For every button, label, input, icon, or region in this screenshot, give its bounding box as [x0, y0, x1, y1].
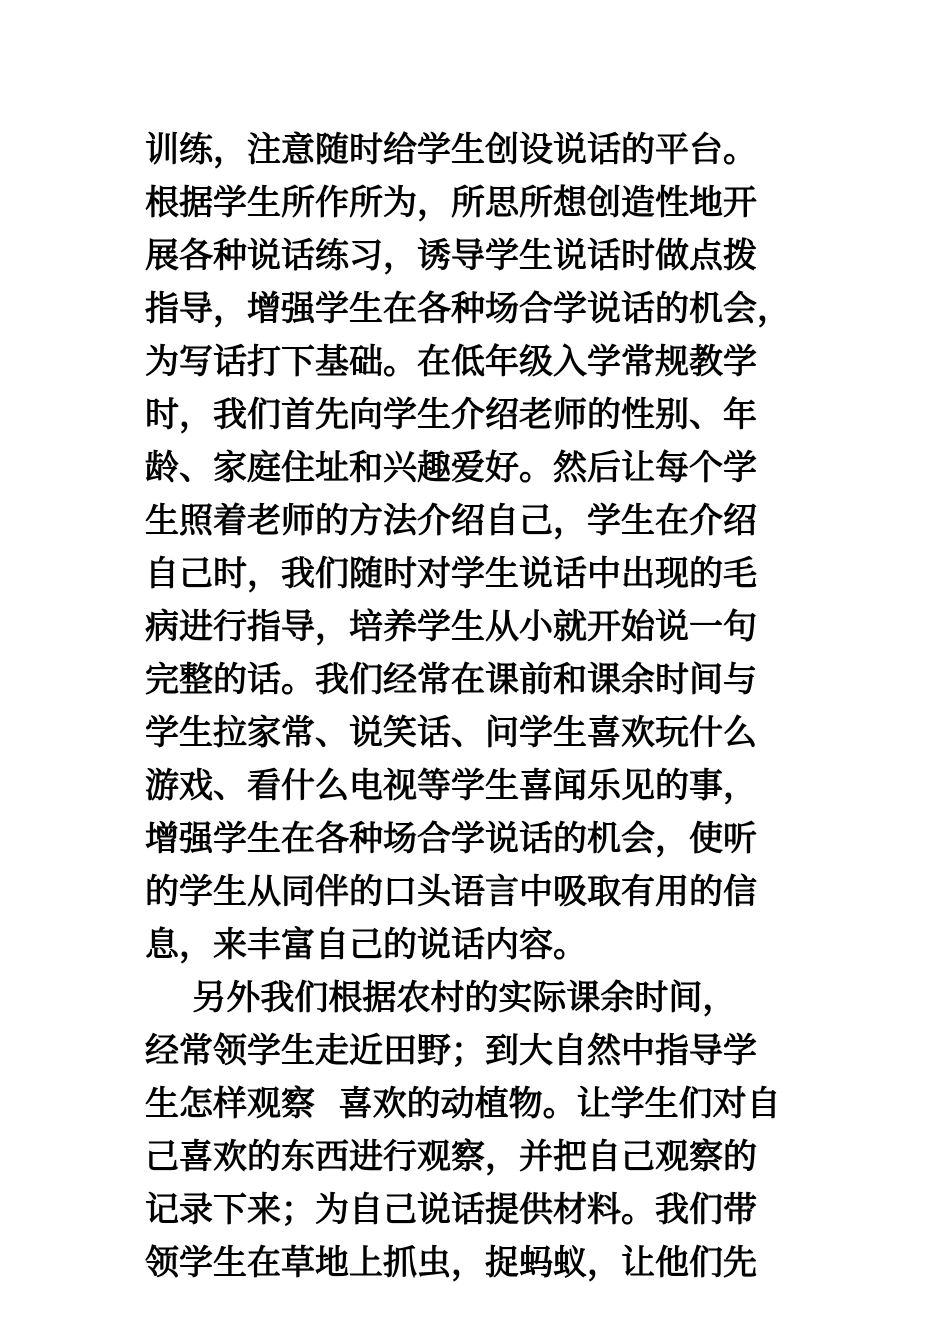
- text-line: 生照着老师的方法介绍自己，学生在介绍: [145, 501, 757, 541]
- text-line: 根据学生所作所为，所思所想创造性地开: [145, 183, 757, 223]
- text-line: 游戏、看什么电视等学生喜闻乐见的事，: [145, 766, 757, 806]
- text-line: 为写话打下基础。在低年级入学常规教学: [145, 342, 757, 382]
- text-line: 龄、家庭住址和兴趣爱好。然后让每个学: [145, 448, 757, 488]
- text-line: 记录下来；为自己说话提供材料。我们带: [145, 1190, 757, 1230]
- text-line: 经常领学生走近田野；到大自然中指导学: [145, 1031, 757, 1071]
- text-line: 的学生从同伴的口头语言中吸取有用的信: [145, 872, 757, 912]
- text-line: 领学生在草地上抓虫，捉蚂蚁，让他们先: [145, 1243, 757, 1283]
- text-line: 完整的话。我们经常在课前和课余时间与: [145, 660, 757, 700]
- text-line: 时，我们首先向学生介绍老师的性别、年: [145, 395, 757, 435]
- body-text: [145, 124, 825, 1290]
- text-line: 学生拉家常、说笑话、问学生喜欢玩什么: [145, 713, 757, 753]
- paragraph-start-line: 另外我们根据农村的实际课余时间，: [145, 978, 737, 1018]
- text-line: 病进行指导，培养学生从小就开始说一句: [145, 607, 757, 647]
- text-line: 展各种说话练习，诱导学生说话时做点拨: [145, 236, 757, 276]
- text-line: 指导，增强学生在各种场合学说话的机会，: [145, 289, 791, 329]
- text-line: 自己时，我们随时对学生说话中出现的毛: [145, 554, 757, 594]
- text-line: 生怎样观察 喜欢的动植物。让学生们对自: [145, 1084, 781, 1124]
- text-line: 息，来丰富自己的说话内容。: [145, 925, 587, 965]
- text-line: 训练，注意随时给学生创设说话的平台。: [145, 130, 757, 170]
- text-line: 增强学生在各种场合学说话的机会，使听: [145, 819, 757, 859]
- text-line: 己喜欢的东西进行观察，并把自己观察的: [145, 1137, 757, 1177]
